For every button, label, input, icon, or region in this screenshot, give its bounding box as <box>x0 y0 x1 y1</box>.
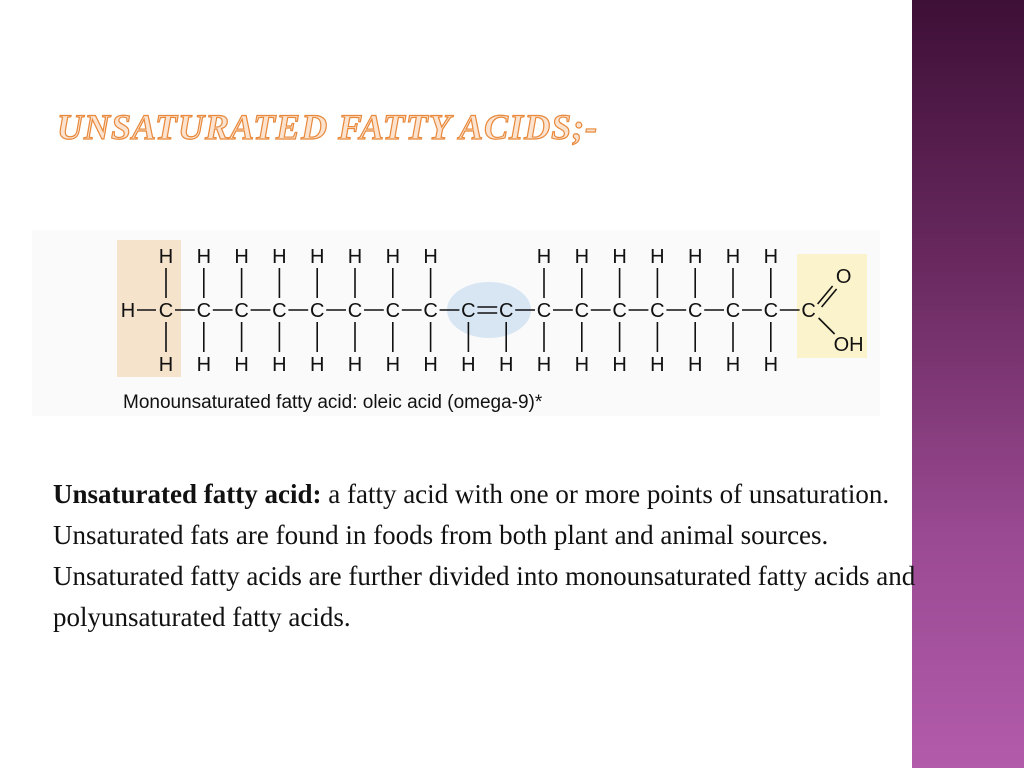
bottom-hydrogen-atom-10: H <box>498 354 514 376</box>
carbon-atom-18: C <box>801 300 816 322</box>
carbon-atom-16: C <box>725 300 741 322</box>
bottom-hydrogen-atom-12: H <box>574 354 590 376</box>
top-hydrogen-atom-6: H <box>347 246 363 268</box>
bottom-hydrogen-atom-13: H <box>612 354 627 376</box>
bottom-hydrogen-atom-3: H <box>234 354 249 376</box>
definition-term: Unsaturated fatty acid: <box>53 479 322 509</box>
bottom-hydrogen-atom-1: H <box>158 354 174 376</box>
bottom-hydrogen-atom-11: H <box>536 354 552 376</box>
carbon-atom-17: C <box>763 300 779 322</box>
carbon-atom-11: C <box>536 300 552 322</box>
top-hydrogen-atom-4: H <box>272 246 287 268</box>
oleic-acid-diagram <box>32 230 880 416</box>
definition-paragraph <box>53 474 953 638</box>
top-hydrogen-atom-16: H <box>725 246 741 268</box>
terminal-hydrogen-atom: H <box>120 300 136 322</box>
bottom-hydrogen-atom-17: H <box>763 354 779 376</box>
top-hydrogen-atom-7: H <box>385 246 401 268</box>
top-hydrogen-atom-2: H <box>196 246 212 268</box>
bottom-hydrogen-atom-9: H <box>461 354 476 376</box>
bottom-hydrogen-atom-15: H <box>687 354 703 376</box>
bottom-hydrogen-atom-16: H <box>725 354 741 376</box>
structural-formula <box>32 230 880 416</box>
definition-text: a fatty acid with one or more points of unsaturation. Unsaturated fats are found in foods from both plant and animal sources. Unsaturated fatty acids are further divided into monounsaturated fatty acids and polyunsaturated fatty acids. <box>53 479 916 632</box>
bottom-hydrogen-atom-7: H <box>385 354 401 376</box>
carbon-atom-5: C <box>309 300 325 322</box>
bottom-hydrogen-atom-8: H <box>423 354 438 376</box>
top-hydrogen-atom-11: H <box>536 246 552 268</box>
slide-title: UNSATURATED FATTY ACIDS;- <box>57 107 599 147</box>
carbon-atom-7: C <box>385 300 401 322</box>
top-hydrogen-atom-3: H <box>234 246 249 268</box>
carbon-atom-3: C <box>234 300 249 322</box>
carbon-atom-12: C <box>574 300 590 322</box>
carbon-atom-10: C <box>498 300 514 322</box>
carbon-atom-1: C <box>158 300 174 322</box>
top-hydrogen-atom-13: H <box>612 246 627 268</box>
top-hydrogen-atom-14: H <box>650 246 665 268</box>
carbon-atom-8: C <box>423 300 438 322</box>
top-hydrogen-atom-12: H <box>574 246 590 268</box>
top-hydrogen-atom-8: H <box>423 246 438 268</box>
bottom-hydrogen-atom-2: H <box>196 354 212 376</box>
carbon-atom-15: C <box>687 300 703 322</box>
carbon-atom-14: C <box>650 300 665 322</box>
top-hydrogen-atom-17: H <box>763 246 779 268</box>
carbon-atom-4: C <box>272 300 287 322</box>
hydroxyl-group: OH <box>833 334 864 356</box>
top-hydrogen-atom-5: H <box>309 246 325 268</box>
top-hydrogen-atom-15: H <box>687 246 703 268</box>
carbon-atom-6: C <box>347 300 363 322</box>
carbonyl-oxygen-atom: O <box>835 266 852 288</box>
carbon-atom-2: C <box>196 300 212 322</box>
decorative-side-band <box>912 0 1024 768</box>
bottom-hydrogen-atom-14: H <box>650 354 665 376</box>
diagram-caption: Monounsaturated fatty acid: oleic acid (omega-9)* <box>123 392 543 413</box>
bottom-hydrogen-atom-6: H <box>347 354 363 376</box>
carbon-atom-9: C <box>461 300 476 322</box>
bottom-hydrogen-atom-5: H <box>309 354 325 376</box>
bottom-hydrogen-atom-4: H <box>272 354 287 376</box>
top-hydrogen-atom-1: H <box>158 246 174 268</box>
carbon-atom-13: C <box>612 300 627 322</box>
